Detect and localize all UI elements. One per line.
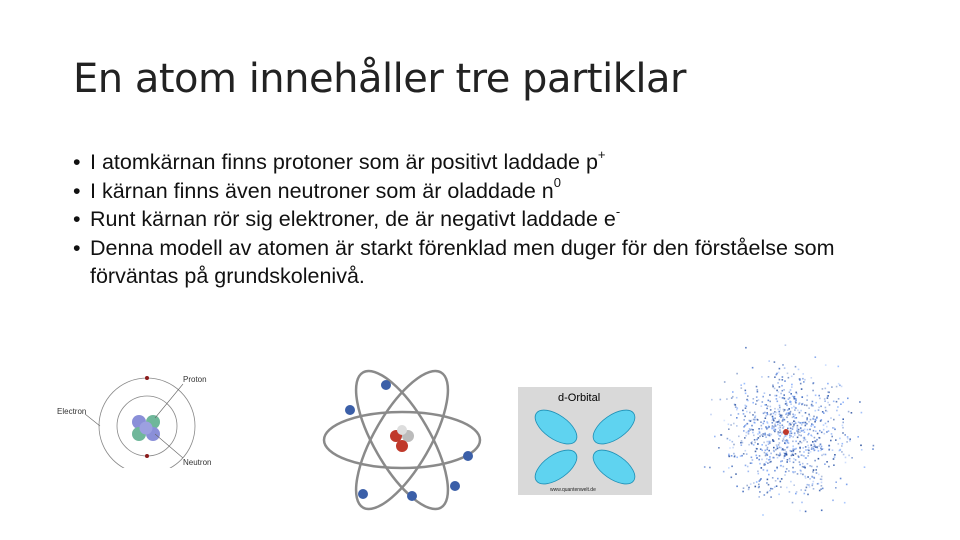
bullet-text: I atomkärnan finns protoner som är positivt laddade p bbox=[90, 150, 598, 174]
electron-label: Electron bbox=[57, 407, 87, 416]
slide-title: En atom innehåller tre partiklar bbox=[73, 56, 686, 102]
bullet-text: Runt kärnan rör sig elektroner, de är negativt laddade e bbox=[90, 207, 616, 231]
proton-label: Proton bbox=[183, 375, 207, 384]
bullet-text: Denna modell av atomen är starkt förenklad men duger för den förståelse som förväntas på grundskolenivå. bbox=[90, 235, 835, 288]
atom-orbit-illustration bbox=[320, 360, 485, 520]
bullet-item bbox=[73, 177, 873, 206]
charge-superscript: + bbox=[597, 146, 606, 162]
bullet-text: I kärnan finns även neutroner som är oladdade n bbox=[90, 178, 554, 203]
bullet-list bbox=[73, 148, 873, 291]
d-orbital-url: www.quantenwelt.de bbox=[550, 487, 596, 493]
bullet-item bbox=[73, 205, 873, 234]
bohr-atom-diagram bbox=[55, 368, 225, 468]
bullet-item bbox=[73, 234, 873, 291]
bullet-dot: • bbox=[73, 207, 81, 231]
neutron-label: Neutron bbox=[183, 458, 212, 467]
d-orbital-title: d-Orbital bbox=[558, 392, 601, 404]
bullet-dot: • bbox=[73, 150, 81, 174]
bullet-dot: • bbox=[73, 178, 81, 203]
electron-cloud-image bbox=[695, 340, 877, 530]
d-orbital-render bbox=[518, 387, 652, 495]
charge-superscript: - bbox=[615, 203, 621, 219]
charge-superscript: 0 bbox=[553, 175, 561, 191]
bullet-item bbox=[73, 148, 873, 177]
bullet-dot: • bbox=[73, 235, 81, 260]
